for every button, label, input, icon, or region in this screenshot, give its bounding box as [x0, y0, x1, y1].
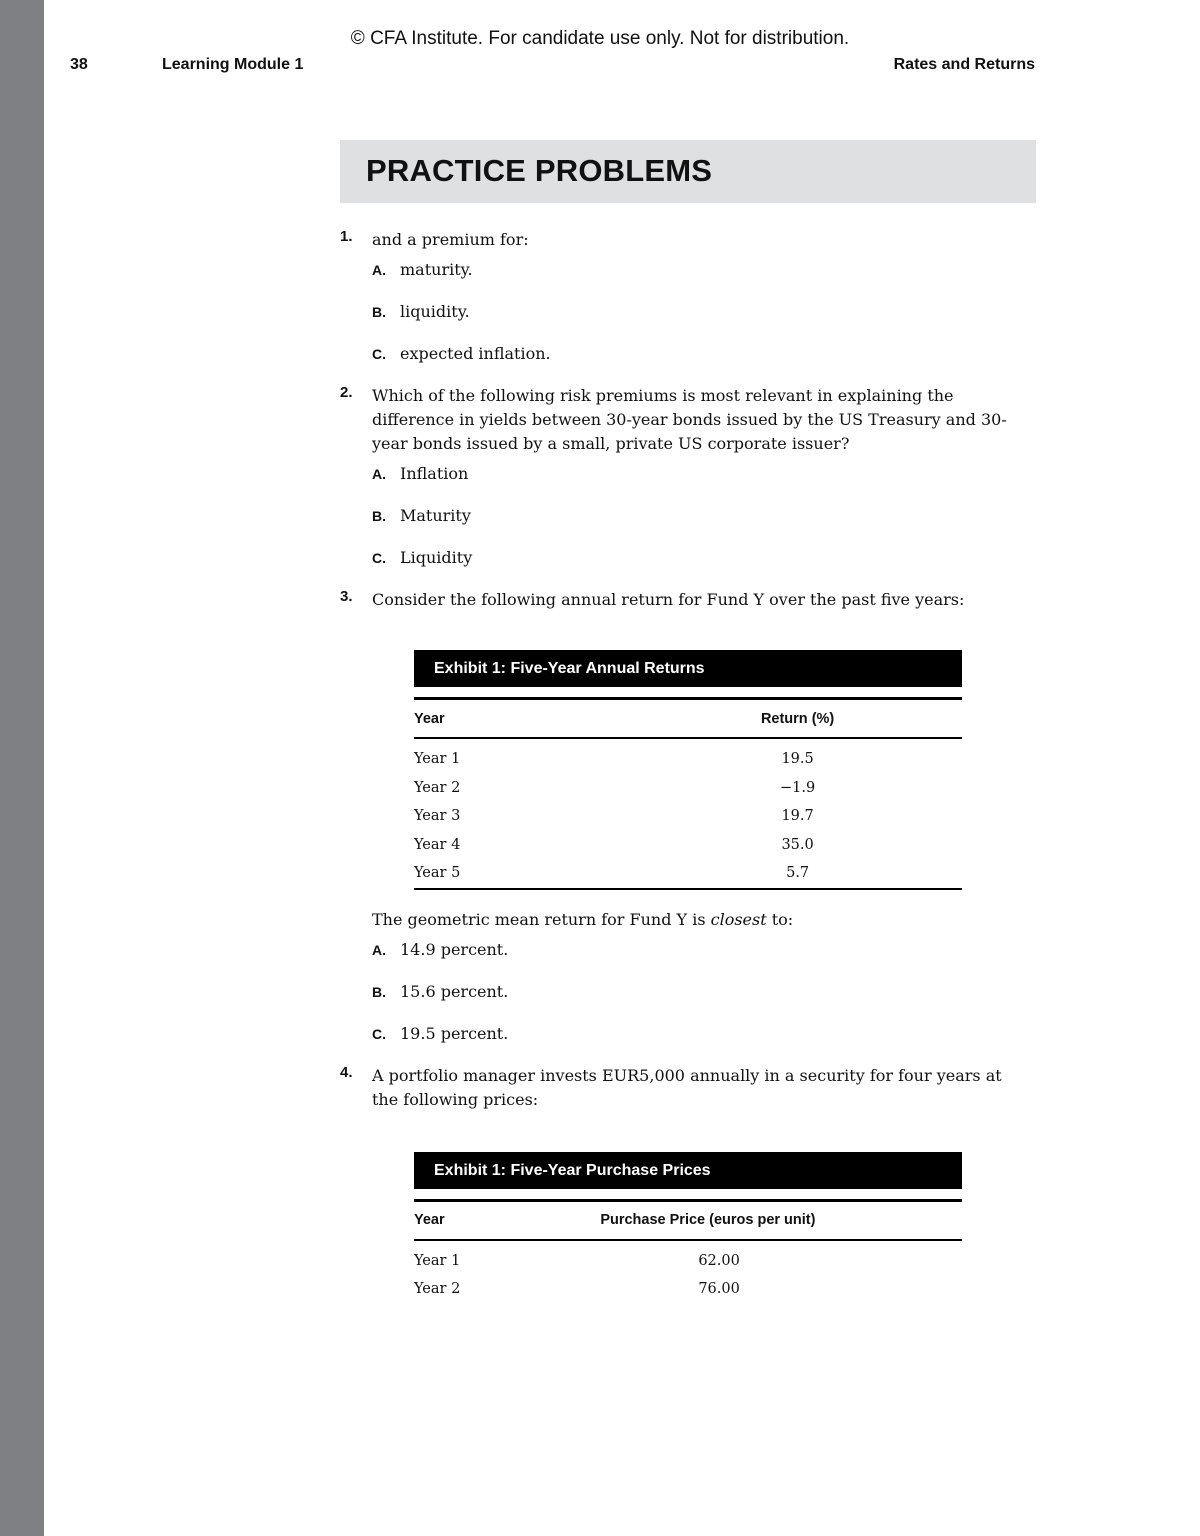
table-row — [414, 1240, 962, 1276]
option-a — [372, 462, 1036, 504]
question-text — [372, 908, 1036, 932]
exhibit-title: Exhibit 1: Five-Year Annual Returns — [414, 650, 962, 687]
table-row — [414, 1275, 962, 1304]
option-a — [372, 938, 1036, 980]
return-cell: 35.0 — [781, 836, 814, 853]
option-text: 14.9 percent. — [400, 939, 509, 959]
question-emphasis: closest — [710, 909, 767, 929]
problem-stem: A portfolio manager invests EUR5,000 annually in a security for four years at the following prices: — [372, 1065, 1002, 1109]
table-row — [414, 774, 962, 803]
year-cell: Year 4 — [414, 836, 461, 853]
problem-1 — [340, 228, 1036, 384]
module-label: Learning Module 1 — [162, 56, 304, 73]
returns-table — [414, 697, 962, 890]
return-cell: 5.7 — [633, 859, 962, 889]
year-cell: Year 1 — [414, 751, 461, 768]
option-text: Inflation — [400, 464, 469, 483]
column-header-price: Purchase Price (euros per unit) — [600, 1200, 962, 1240]
copyright-watermark: © CFA Institute. For candidate use only. Not for distribution. — [350, 28, 850, 49]
option-c — [372, 342, 1036, 384]
column-header-year: Year — [414, 699, 633, 739]
exhibit-purchase-prices — [414, 1152, 962, 1304]
table-header-row — [414, 1200, 962, 1240]
option-text: liquidity. — [400, 302, 470, 321]
return-cell: 19.7 — [781, 808, 814, 825]
option-b — [372, 504, 1036, 546]
answer-options — [372, 938, 1036, 1064]
option-text: 19.5 percent. — [400, 1023, 509, 1043]
prices-table — [414, 1199, 962, 1304]
price-cell: 76.00 — [698, 1281, 740, 1298]
option-letter: C. — [372, 1025, 386, 1042]
topic-label: Rates and Returns — [893, 56, 1035, 73]
option-text: 15.6 percent. — [400, 981, 509, 1001]
section-title: PRACTICE PROBLEMS — [366, 153, 713, 188]
problem-number: 2. — [340, 384, 353, 401]
year-cell: Year 3 — [414, 808, 461, 825]
return-cell: 19.5 — [781, 751, 814, 768]
table-row — [414, 859, 962, 889]
option-letter: B. — [372, 983, 386, 1000]
page-edge-bar — [0, 0, 44, 1536]
problem-stem: Consider the following annual return for Fund Y over the past five years: — [372, 590, 965, 609]
problem-stem: Which of the following risk premiums is most relevant in explaining the difference in yields between 30-year bonds issued by the US Treasury and 30-year bonds issued by a small, private US corporate issuer? — [372, 386, 1007, 453]
option-b — [372, 300, 1036, 342]
page-number: 38 — [70, 56, 88, 73]
year-cell: Year 5 — [414, 859, 633, 889]
problem-number: 3. — [340, 588, 353, 605]
year-cell: Year 1 — [414, 1252, 461, 1269]
option-letter: B. — [372, 508, 386, 524]
exhibit-annual-returns — [414, 650, 962, 890]
year-cell: Year 2 — [414, 1281, 461, 1298]
option-a — [372, 258, 1036, 300]
option-c — [372, 1022, 1036, 1064]
return-cell: −1.9 — [779, 779, 816, 796]
problem-3 — [340, 588, 1036, 1064]
option-c — [372, 546, 1036, 588]
answer-options — [372, 462, 1036, 588]
table-header-row — [414, 699, 962, 739]
option-b — [372, 980, 1036, 1022]
option-letter: C. — [372, 550, 386, 566]
option-text: expected inflation. — [400, 344, 551, 363]
price-cell: 62.00 — [698, 1252, 740, 1269]
question-text-end: to: — [766, 909, 794, 929]
option-text: Maturity — [400, 506, 471, 525]
column-header-year: Year — [414, 1200, 600, 1240]
problem-number: 1. — [340, 228, 353, 245]
table-row — [414, 802, 962, 831]
option-text: maturity. — [400, 260, 473, 279]
option-letter: A. — [372, 941, 386, 958]
table-row — [414, 831, 962, 860]
question-text-start: The geometric mean return for Fund Y is — [372, 909, 711, 929]
option-letter: C. — [372, 346, 386, 362]
problem-number: 4. — [340, 1063, 353, 1081]
year-cell: Year 2 — [414, 779, 461, 796]
table-row — [414, 738, 962, 774]
problem-2 — [340, 384, 1036, 588]
exhibit-title: Exhibit 1: Five-Year Purchase Prices — [414, 1152, 962, 1189]
answer-options — [372, 258, 1036, 384]
column-header-return: Return (%) — [633, 699, 962, 739]
option-letter: B. — [372, 304, 386, 320]
option-letter: A. — [372, 262, 386, 278]
option-letter: A. — [372, 466, 386, 482]
problems-list — [340, 228, 1036, 1304]
problem-stem: and a premium for: — [372, 230, 529, 249]
problem-4 — [340, 1064, 1036, 1304]
section-title-banner — [340, 140, 1036, 203]
option-text: Liquidity — [400, 548, 473, 567]
